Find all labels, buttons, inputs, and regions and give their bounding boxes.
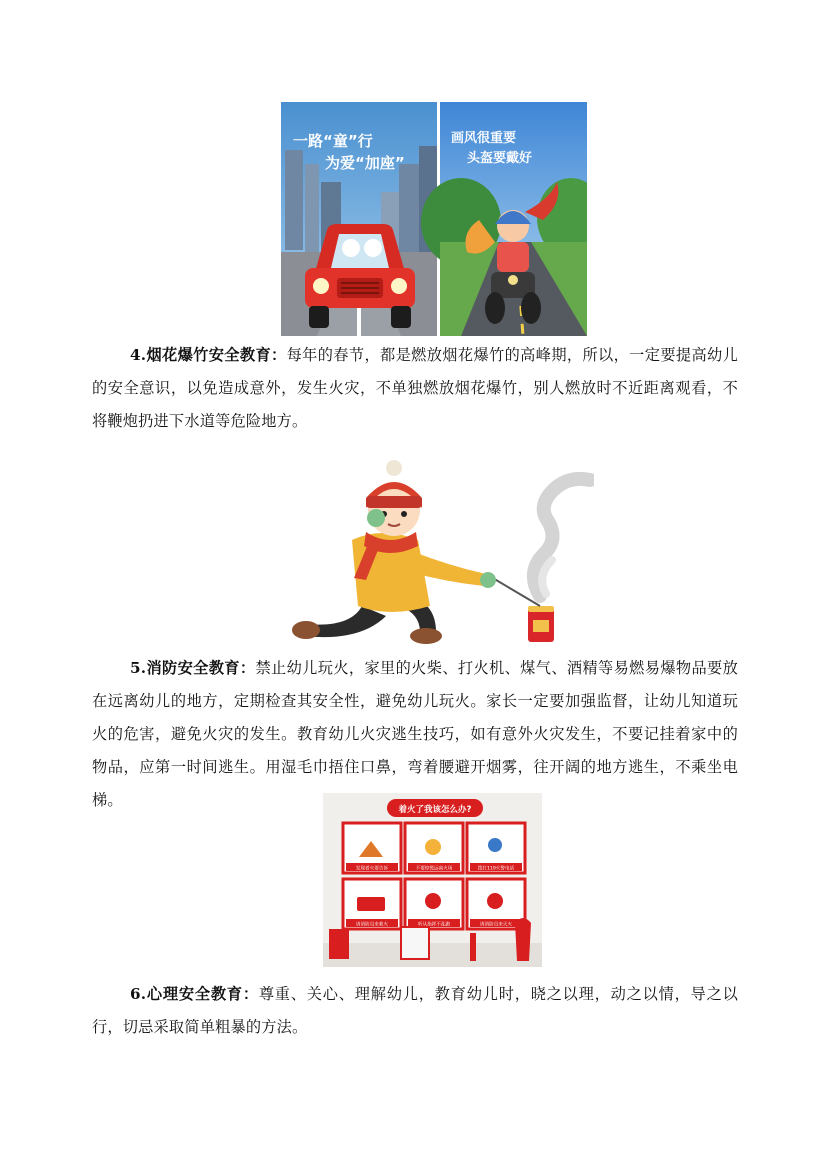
section-psychological-safety <box>92 978 738 1044</box>
section-fireworks-safety <box>92 339 738 438</box>
section-heading: 4.烟花爆竹安全教育： <box>130 346 287 364</box>
section-heading: 5.消防安全教育： <box>130 659 256 677</box>
section-text: 禁止幼儿玩火，家里的火柴、打火机、煤气、酒精等易燃易爆物品要放在远离幼儿的地方，定期检查其安全性，避免幼儿玩火。家长一定要加强监督，让幼儿知道玩火的危害，避免火灾的发生。教育幼儿火灾逃生技巧，如有意外火灾发生，不要记挂着家中的物品，应第一时间逃生。用湿毛巾捂住口鼻，弯着腰避开烟雾，往开阔的地方逃生，不乘坐电梯。 <box>92 659 739 809</box>
section-heading: 6.心理安全教育： <box>130 985 259 1003</box>
child-firecracker-image <box>290 456 594 646</box>
moto-poster-headline-1: 画风很重要 <box>451 131 517 146</box>
section-text: 尊重、关心、理解幼儿，教育幼儿时，晓之以理，动之以情，导之以行，切忌采取简单粗暴的方法。 <box>92 985 738 1036</box>
moto-poster-headline-2: 头盔要戴好 <box>467 151 533 166</box>
fire-safety-board-image <box>323 793 542 967</box>
car-poster-headline-1: 一路“童”行 <box>293 132 373 150</box>
fire-safety-board-illustration <box>323 793 542 967</box>
child-firecracker-illustration <box>290 456 594 646</box>
fire-board-caption: 拨打119火警电话 <box>477 866 515 872</box>
traffic-safety-illustration <box>281 102 587 336</box>
fire-board-caption: 发现着火要告诉 <box>355 866 389 872</box>
fire-board-caption: 听从指挥不乱跑 <box>417 922 451 928</box>
traffic-safety-image <box>281 102 587 336</box>
fire-board-caption: 请消防员来救火 <box>355 922 389 928</box>
car-poster-headline-2: 为爱“加座” <box>325 154 405 172</box>
fire-board-caption: 请消防员来灭火 <box>479 922 513 928</box>
fire-board-caption: 不要惊慌远离火场 <box>415 866 453 872</box>
fire-board-title: 着火了我该怎么办? <box>398 805 472 815</box>
section-text: 每年的春节，都是燃放烟花爆竹的高峰期，所以，一定要提高幼儿的安全意识，以免造成意外，发生火灾，不单独燃放烟花爆竹，别人燃放时不近距离观看，不将鞭炮扔进下水道等危险地方。 <box>92 346 738 430</box>
